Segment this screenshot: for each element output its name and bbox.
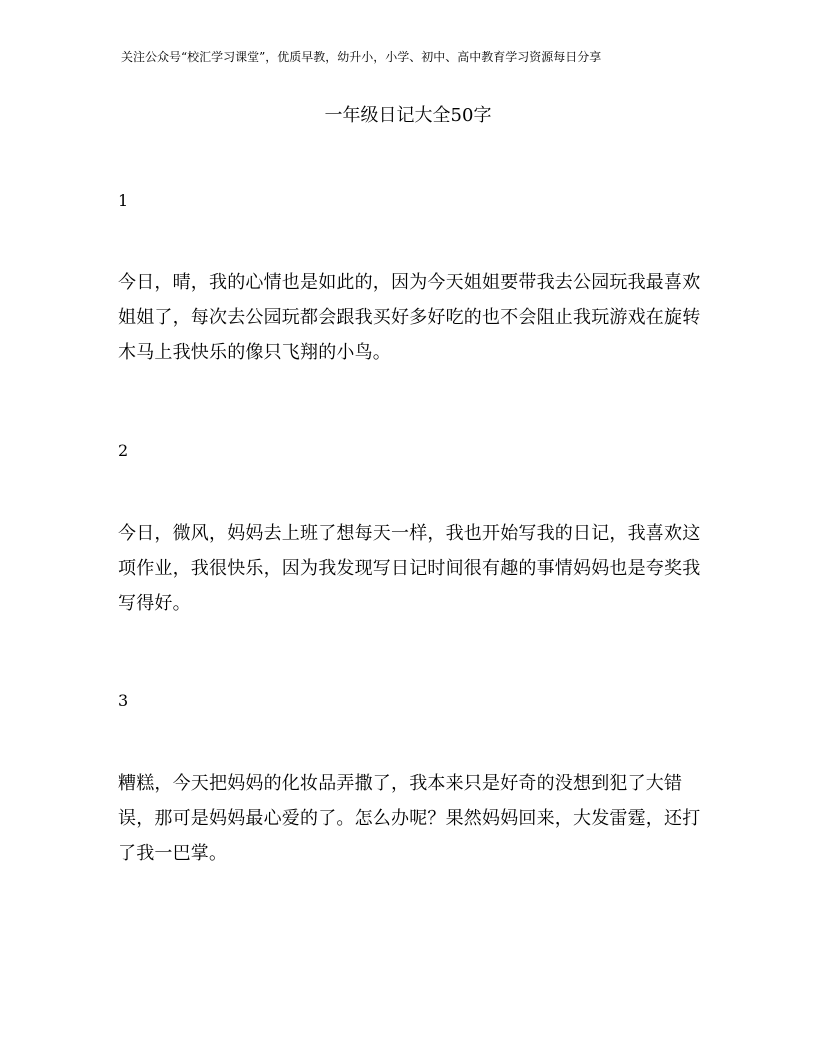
page-title: 一年级日记大全50字 [324, 105, 492, 126]
page-header-note: 关注公众号“校汇学习课堂”，优质早教，幼升小，小学、初中、高中教育学习资源每日分享 [121, 50, 602, 64]
entry-text: 今日，晴，我的心情也是如此的，因为今天姐姐要带我去公园玩我最喜欢姐姐了，每次去公园玩都会跟我买好多好吃的也不会阻止我玩游戏在旋转木马上我快乐的像只飞翔的小鸟。 [118, 272, 701, 363]
entry-number: 1 [118, 191, 129, 210]
entry-number: 3 [118, 691, 129, 710]
entry-text: 今日，微风，妈妈去上班了想每天一样，我也开始写我的日记，我喜欢这项作业，我很快乐，因为我发现写日记时间很有趣的事情妈妈也是夸奖我写得好。 [118, 523, 701, 614]
entry-text: 糟糕，今天把妈妈的化妆品弄撒了，我本来只是好奇的没想到犯了大错误，那可是妈妈最心爱的了。怎么办呢？果然妈妈回来，大发雷霆，还打了我一巴掌。 [118, 773, 701, 864]
entry-number: 2 [118, 441, 129, 460]
